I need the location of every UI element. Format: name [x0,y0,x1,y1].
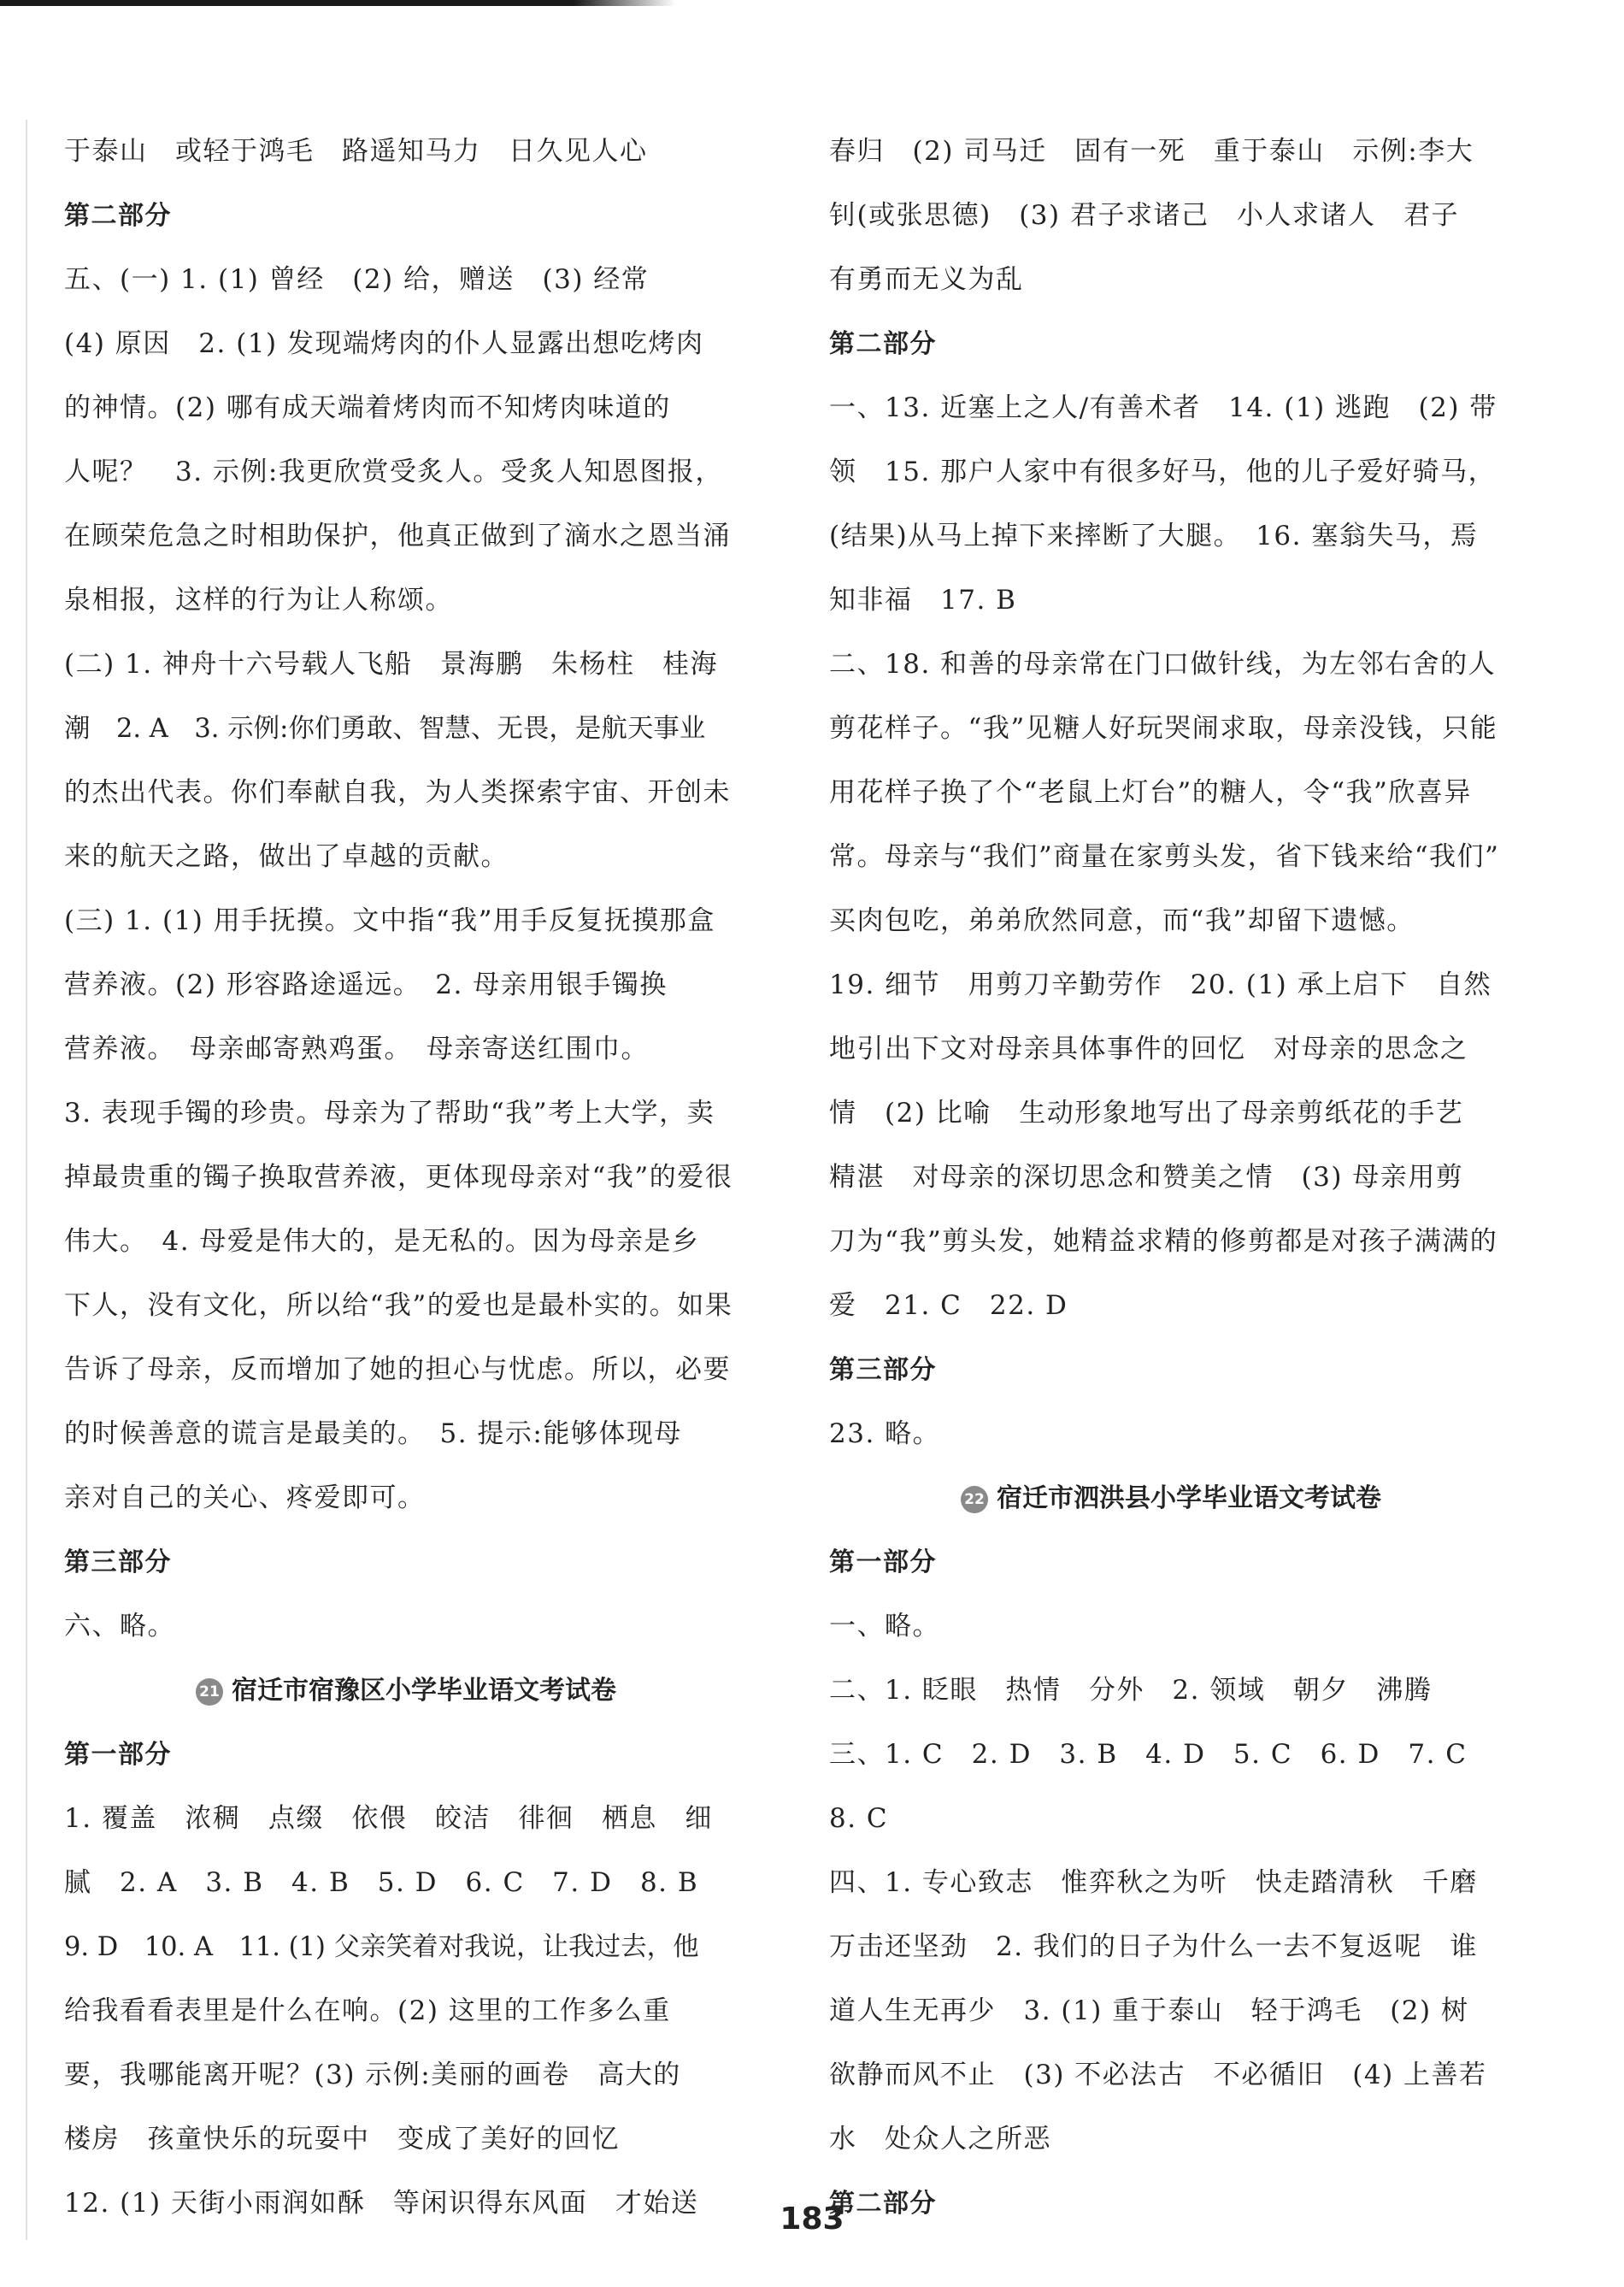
answer-line: 道人生无再少 3. (1) 重于泰山 轻于鸿毛 (2) 树 [829,1995,1469,2026]
answer-line: 用花样子换了个“老鼠上灯台”的糖人，令“我”欣喜异 [829,777,1472,808]
answer-line: 伟大。 4. 母爱是伟大的，是无私的。因为母亲是乡 [64,1226,700,1257]
answer-line: 来的航天之路，做出了卓越的贡献。 [64,841,509,872]
answer-line: 春归 (2) 司马迁 固有一死 重于泰山 示例:李大 [829,136,1474,167]
answer-line: 知非福 17. B [829,585,1017,616]
answer-line: 精湛 对母亲的深切思念和赞美之情 (3) 母亲用剪 [829,1162,1464,1193]
exam-title-21 [64,1659,748,1723]
answer-line: 泉相报，这样的行为让人称颂。 [64,585,453,616]
answer-line: 剪花样子。“我”见糖人好玩哭闹求取，母亲没钱，只能 [829,713,1498,744]
answer-line: 水 处众人之所恶 [829,2124,1051,2154]
margin-guide [26,120,27,2240]
right-lines-a [829,120,1513,1466]
answer-line: 潮 2. A 3. 示例:你们勇敢、智慧、无畏，是航天事业 [64,714,706,744]
answer-line: 给我看看表里是什么在响。(2) 这里的工作多么重 [64,1995,671,2026]
answer-line: 六、略。 [64,1611,175,1642]
answer-line: 二、1. 眨眼 热情 分外 2. 领域 朝夕 沸腾 [829,1675,1433,1706]
answer-line: 买肉包吃，弟弟欣然同意，而“我”却留下遗憾。 [829,905,1415,936]
exam-number-badge: 22 [961,1486,988,1513]
section-heading: 第二部分 [829,329,937,359]
answer-line: 钊(或张思德) (3) 君子求诸己 小人求诸人 君子 [829,200,1459,231]
answer-line: 三、1. C 2. D 3. B 4. D 5. C 6. D 7. C [829,1739,1468,1770]
answer-line: 亲对自己的关心、疼爱即可。 [64,1482,426,1513]
answer-line: 刀为“我”剪头发，她精益求精的修剪都是对孩子满满的 [829,1226,1498,1257]
section-heading: 第一部分 [64,1740,172,1770]
answer-line: 楼房 孩童快乐的玩耍中 变成了美好的回忆 [64,2124,620,2154]
answer-line: 有勇而无义为乱 [829,264,1024,295]
answer-line: 领 15. 那户人家中有很多好马，他的儿子爱好骑马， [829,457,1497,487]
answer-line: 下人，没有文化，所以给“我”的爱也是最朴实的。如果 [64,1290,733,1321]
exam-title-22 [829,1466,1513,1530]
left-column [64,120,748,2236]
answer-line: 地引出下文对母亲具体事件的回忆 对母亲的思念之 [829,1034,1468,1064]
exam-title-text: 宿迁市宿豫区小学毕业语文考试卷 [232,1676,616,1706]
answer-line: 19. 细节 用剪刀辛勤劳作 20. (1) 承上启下 自然 [829,970,1492,1000]
answer-line: (三) 1. (1) 用手抚摸。文中指“我”用手反复抚摸那盒 [64,905,715,936]
answer-line: 人呢？ 3. 示例:我更欣赏受炙人。受炙人知恩图报， [64,457,723,487]
answer-line: 万击还坚劲 2. 我们的日子为什么一去不复返呢 谁 [829,1931,1478,1962]
section-heading: 第二部分 [64,201,172,231]
answer-line: 四、1. 专心致志 惟弈秋之为听 快走踏清秋 千磨 [829,1867,1478,1898]
answer-line: 掉最贵重的镯子换取营养液，更体现母亲对“我”的爱很 [64,1162,733,1193]
answer-line: (二) 1. 神舟十六号载人飞船 景海鹏 朱杨柱 桂海 [64,649,718,680]
answer-line: 营养液。(2) 形容路途遥远。 2. 母亲用银手镯换 [64,970,668,1000]
answer-line: 常。母亲与“我们”商量在家剪头发，省下钱来给“我们” [829,841,1500,872]
answer-line: 12. (1) 天街小雨润如酥 等闲识得东风面 才始送 [64,2188,699,2219]
answer-line: 的时候善意的谎言是最美的。 5. 提示:能够体现母 [64,1418,682,1449]
left-lines-a [64,120,748,1659]
answer-line: 告诉了母亲，反而增加了她的担心与忧虑。所以，必要 [64,1354,731,1385]
right-column [829,120,1513,2236]
answer-line: 情 (2) 比喻 生动形象地写出了母亲剪纸花的手艺 [829,1098,1464,1129]
answer-line: 营养液。 母亲邮寄熟鸡蛋。 母亲寄送红围巾。 [64,1034,649,1064]
answer-line: 1. 覆盖 浓稠 点缀 依偎 皎洁 徘徊 栖息 细 [64,1803,713,1834]
right-lines-b [829,1530,1513,2236]
answer-line: 爱 21. C 22. D [829,1290,1068,1321]
section-heading: 第二部分 [829,2189,937,2219]
left-lines-b [64,1723,748,2236]
answer-line: 23. 略。 [829,1418,941,1449]
section-heading: 第一部分 [829,1547,937,1577]
answer-line: 二、18. 和善的母亲常在门口做针线，为左邻右舍的人 [829,649,1497,680]
answer-line: 的神情。(2) 哪有成天端着烤肉而不知烤肉味道的 [64,392,671,423]
section-heading: 第三部分 [829,1355,937,1385]
answer-line: 的杰出代表。你们奉献自我，为人类探索宇宙、开创未 [64,777,731,808]
exam-title-text: 宿迁市泗洪县小学毕业语文考试卷 [997,1483,1381,1513]
section-heading: 第三部分 [64,1547,172,1577]
answer-line: 9. D 10. A 11. (1) 父亲笑着对我说，让我过去，他 [64,1932,699,1962]
page-number: 183 [780,2202,844,2237]
answer-line: (结果)从马上掉下来摔断了大腿。 16. 塞翁失马，焉 [829,521,1479,551]
answer-line: 8. C [829,1803,889,1834]
answer-line: 要，我哪能离开呢？(3) 示例:美丽的画卷 高大的 [64,2060,681,2090]
exam-number-badge: 21 [196,1678,223,1706]
answer-line: 腻 2. A 3. B 4. B 5. D 6. C 7. D 8. B [64,1867,699,1898]
answer-line: 于泰山 或轻于鸿毛 路遥知马力 日久见人心 [64,136,648,167]
answer-line: 在顾荣危急之时相助保护，他真正做到了滴水之恩当涌 [64,521,731,551]
header-rule [0,0,675,6]
answer-line: 一、略。 [829,1611,940,1642]
answer-line: 3. 表现手镯的珍贵。母亲为了帮助“我”考上大学，卖 [64,1098,715,1129]
answer-line: 五、(一) 1. (1) 曾经 (2) 给，赠送 (3) 经常 [64,264,650,295]
answer-line: (4) 原因 2. (1) 发现端烤肉的仆人显露出想吃烤肉 [64,328,704,359]
answer-line: 一、13. 近塞上之人/有善术者 14. (1) 逃跑 (2) 带 [829,392,1497,423]
answer-line: 欲静而风不止 (3) 不必法古 不必循旧 (4) 上善若 [829,2060,1487,2090]
